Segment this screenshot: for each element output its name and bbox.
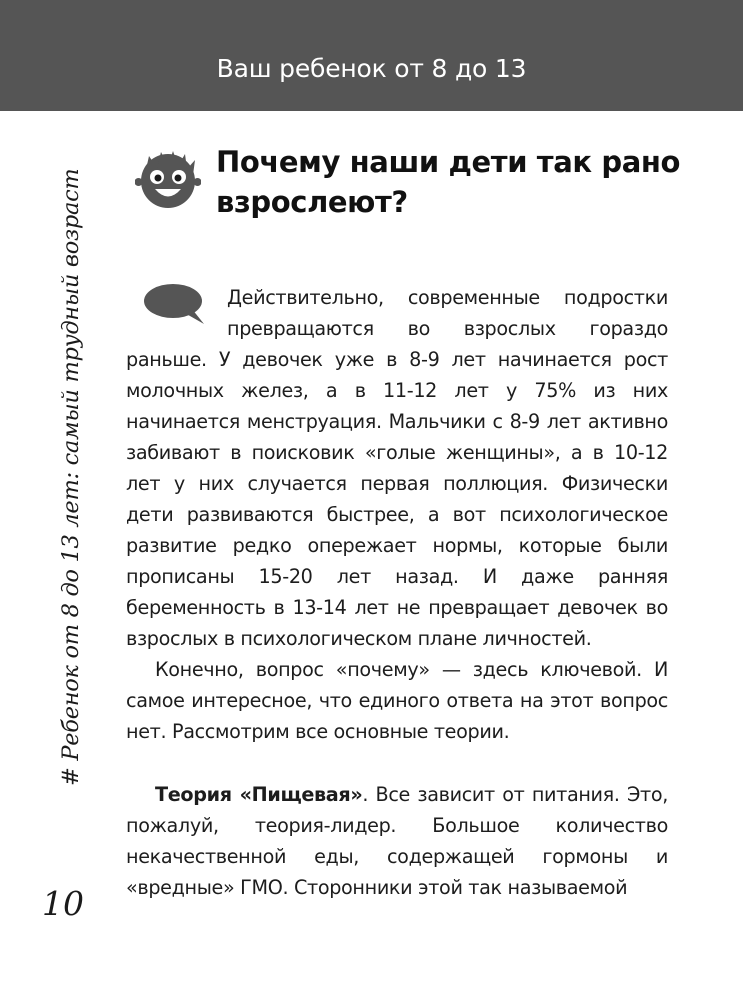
- body-text: [126, 282, 668, 903]
- paragraph-1: Действительно, современные подростки превращаются во взрослых гораздо раньше. У девочек уже в 8-9 лет начинается рост молочных желез, а в 11-12 лет у 75% из них начинается менструация. Мальчики с 8-9 лет активно забивают в поисковик «голые женщины», а в 10-12 лет у них случается первая поллюция. Физически дети развиваются быстрее, а вот психологическое развитие редко опережает нормы, которые были прописаны 15-20 лет назад. И даже ранняя беременность в 13-14 лет не превращает девочек во взрослых в психологическом плане личностей.: [126, 286, 668, 650]
- side-caption: # Ребенок от 8 до 13 лет: самый трудный возраст: [58, 168, 84, 786]
- chapter-title: Почему наши дети так рано взрослеют?: [216, 145, 681, 219]
- paragraph-2: Конечно, вопрос «почему» — здесь ключевой. И самое интересное, что единого ответа на этот вопрос нет. Рассмотрим все основные теории.: [126, 658, 668, 743]
- running-header-title: Ваш ребенок от 8 до 13: [216, 54, 527, 83]
- running-header: [0, 0, 743, 111]
- smiling-face-icon: [135, 148, 201, 210]
- paragraph-3: Теория «Пищевая». Все зависит от питания. Это, пожалуй, теория-лидер. Большое количество некачественной еды, содержащей гормоны и «вредные» ГМО. Сторонники этой так называемой: [126, 783, 669, 899]
- theory-heading: Теория «Пищевая»: [155, 783, 363, 806]
- page-number: 10: [42, 884, 84, 923]
